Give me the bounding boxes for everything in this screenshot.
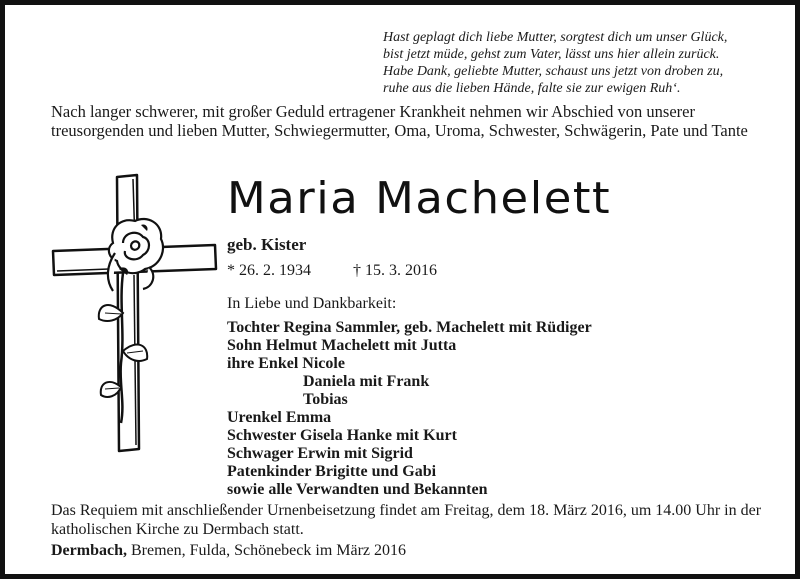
poem-line: ruhe aus die lieben Hände, falte sie zur ewigen Ruh‘. — [383, 81, 681, 96]
list-item: ihre Enkel Nicole — [227, 355, 345, 372]
poem-line: Hast geplagt dich liebe Mutter, sorgtest dich um unser Glück, — [383, 30, 728, 45]
list-item: Tochter Regina Sammler, geb. Machelett mit Rüdiger — [227, 319, 592, 336]
life-dates — [227, 262, 437, 280]
gratitude-line: In Liebe und Dankbarkeit: — [227, 295, 397, 312]
memorial-poem — [383, 29, 793, 97]
place-and-date — [51, 542, 406, 560]
list-item: Daniela mit Frank — [303, 373, 430, 390]
list-item: Schwester Gisela Hanke mit Kurt — [227, 427, 457, 444]
list-item: Schwager Erwin mit Sigrid — [227, 445, 413, 462]
list-item: Sohn Helmut Machelett mit Jutta — [227, 337, 457, 354]
death-date: † 15. 3. 2016 — [353, 262, 437, 279]
requiem-notice: Das Requiem mit anschließender Urnenbeisetzung findet am Freitag, dem 18. März 2016, um 14.00 Uhr in der katholischen Kirche zu Dermbach statt. — [51, 502, 762, 538]
place-rest: Bremen, Fulda, Schönebeck im März 2016 — [126, 542, 407, 559]
poem-line: bist jetzt müde, gehst zum Vater, lässt uns hier allein zurück. — [383, 47, 720, 62]
place-town: Dermbach, — [51, 542, 127, 559]
mourners-list — [227, 319, 592, 499]
poem-line: Habe Dank, geliebte Mutter, schaust uns jetzt von droben zu, — [383, 64, 724, 79]
cross-with-rose-icon — [49, 173, 219, 453]
birth-date: * 26. 2. 1934 — [227, 262, 311, 279]
deceased-name: Maria Machelett — [227, 173, 612, 224]
birth-name: geb. Kister — [227, 235, 307, 254]
intro-text: Nach langer schwerer, mit großer Geduld ertragener Krankheit nehmen wir Abschied von unserer treusorgenden und lieben Mutter, Schwiegermutter, Oma, Uroma, Schwester, Schwägerin, Pate und Tante — [51, 102, 748, 140]
list-item: Patenkinder Brigitte und Gabi — [227, 463, 437, 480]
list-item: sowie alle Verwandten und Bekannten — [227, 481, 488, 498]
list-item: Tobias — [303, 391, 348, 408]
list-item: Urenkel Emma — [227, 409, 332, 426]
